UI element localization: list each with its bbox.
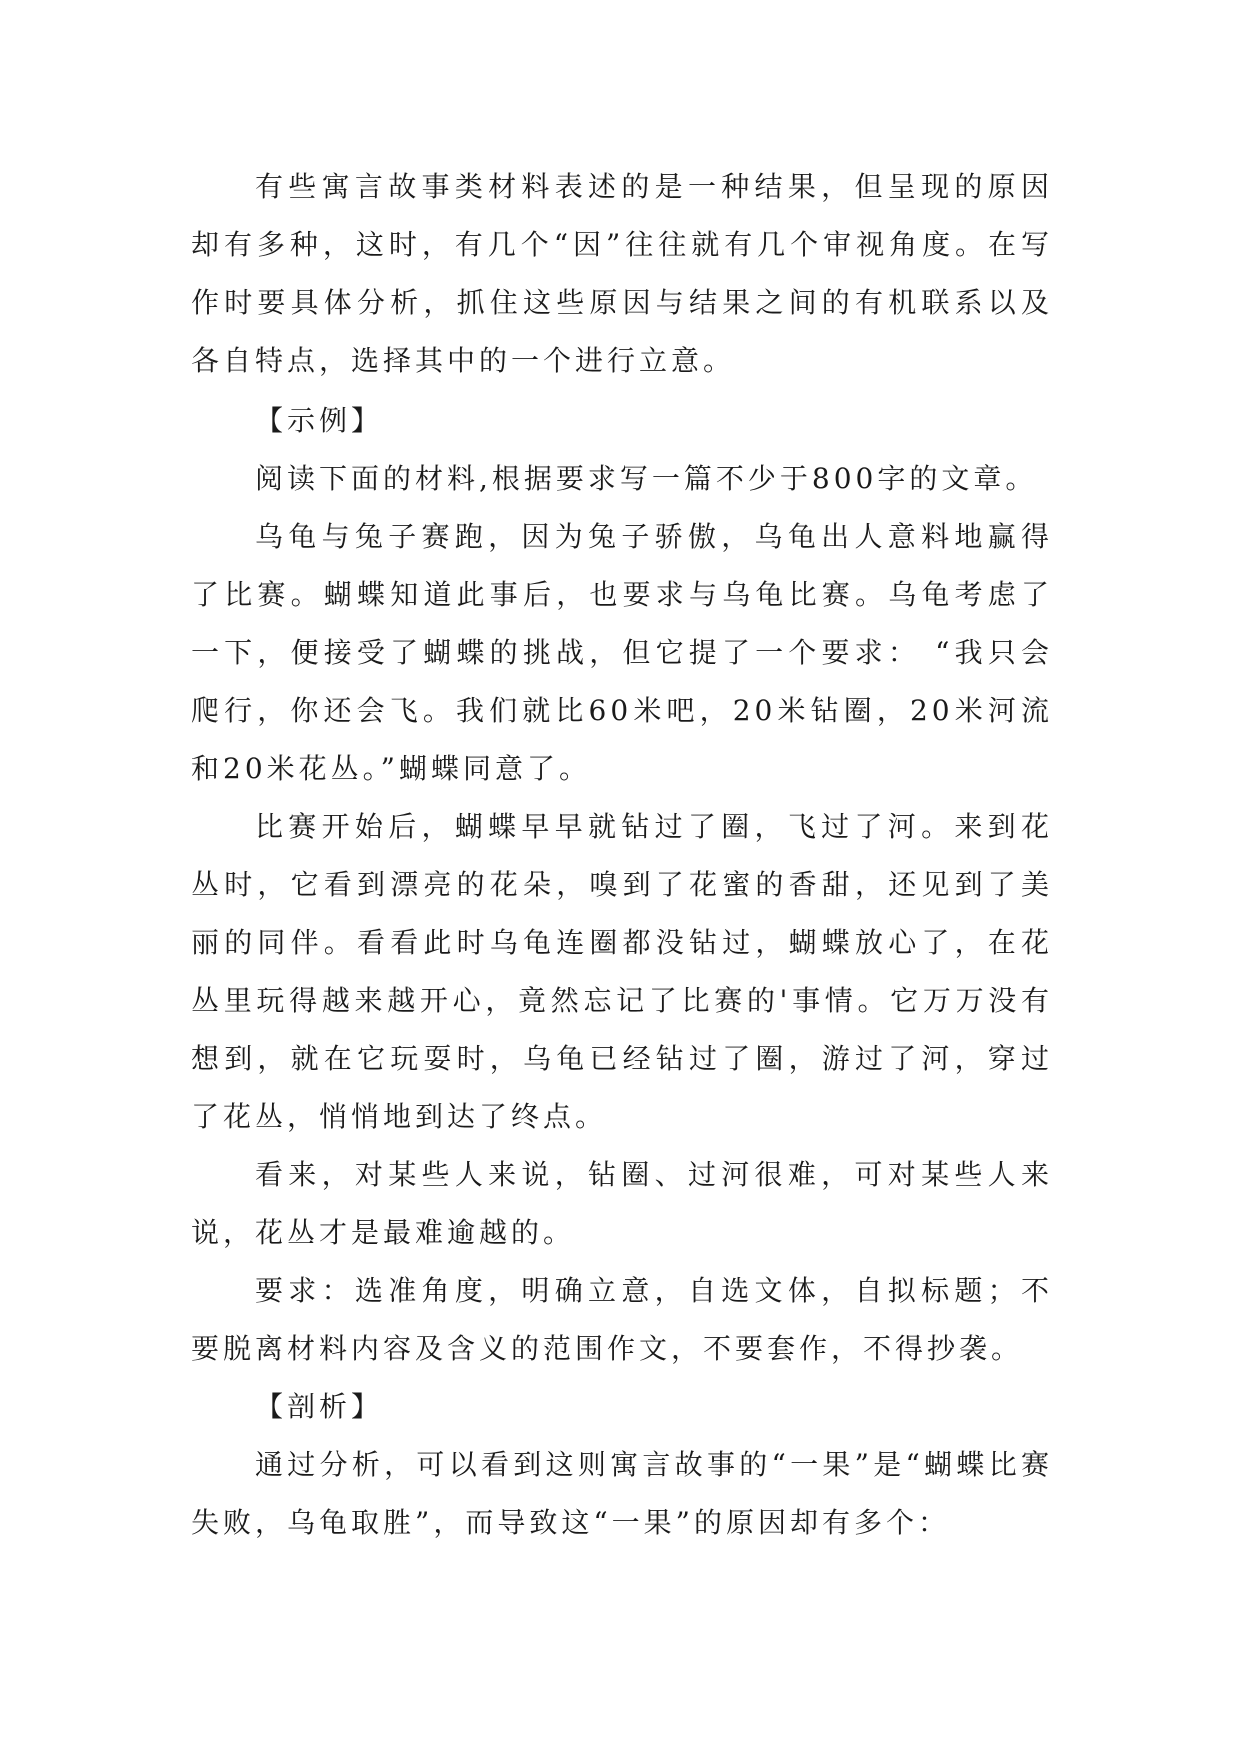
requirements-paragraph: 要求：选准角度，明确立意，自选文体，自拟标题；不要脱离材料内容及含义的范围作文，不要套作，不得抄袭。 bbox=[191, 1274, 1053, 1365]
material-paragraph-2: 比赛开始后，蝴蝶早早就钻过了圈，飞过了河。来到花丛时，它看到漂亮的花朵，嗅到了花蜜的香甜，还见到了美丽的同伴。看看此时乌龟连圈都没钻过，蝴蝶放心了，在花丛里玩得越来越开心，竟然忘记了比赛的'事情。它万万没有想到，就在它玩耍时，乌龟已经钻过了圈，游过了河，穿过了花丛，悄悄地到达了终点。 bbox=[191, 810, 1053, 1133]
intro-paragraph: 有些寓言故事类材料表述的是一种结果，但呈现的原因却有多种，这时，有几个“因”往往就有几个审视角度。在写作时要具体分析，抓住这些原因与结果之间的有机联系以及各自特点，选择其中的一个进行立意。 bbox=[191, 170, 1053, 377]
analysis-paragraph: 通过分析，可以看到这则寓言故事的“一果”是“蝴蝶比赛失败，乌龟取胜”，而导致这“一果”的原因却有多个： bbox=[191, 1448, 1053, 1539]
task-instruction-paragraph: 阅读下面的材料,根据要求写一篇不少于800字的文章。 bbox=[255, 462, 1038, 495]
example-heading: 【示例】 bbox=[255, 404, 384, 437]
analysis-heading: 【剖析】 bbox=[255, 1390, 384, 1423]
material-paragraph-1: 乌龟与兔子赛跑，因为兔子骄傲，乌龟出人意料地赢得了比赛。蝴蝶知道此事后，也要求与乌龟比赛。乌龟考虑了一下，便接受了蝴蝶的挑战，但它提了一个要求： “我只会爬行，你还会飞。我们就比60米吧，20米钻圈，20米河流和20米花丛。”蝴蝶同意了。 bbox=[191, 520, 1053, 785]
material-paragraph-3: 看来，对某些人来说，钻圈、过河很难，可对某些人来说，花丛才是最难逾越的。 bbox=[191, 1158, 1053, 1249]
document-body bbox=[191, 158, 1053, 1552]
